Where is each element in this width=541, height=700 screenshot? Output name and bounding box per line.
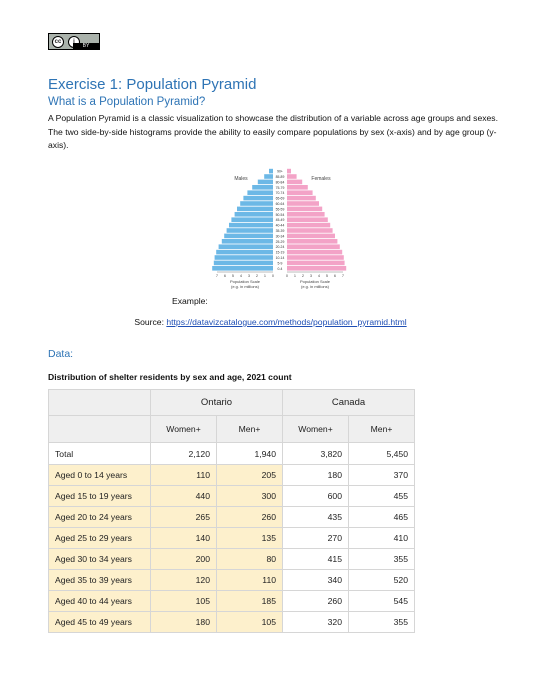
page-title: Exercise 1: Population Pyramid [48, 76, 257, 93]
license-badge [48, 33, 100, 50]
male-bar [227, 228, 273, 233]
table-cell: 410 [349, 528, 415, 549]
male-bar [240, 201, 273, 206]
age-group-label: 25-29 [275, 239, 285, 244]
table-row [49, 507, 415, 528]
table-cell: 455 [349, 486, 415, 507]
table-cell: 1,940 [217, 443, 283, 465]
table-cell: 600 [283, 486, 349, 507]
header-corner [49, 390, 151, 416]
table-cell: 105 [217, 612, 283, 633]
male-bar [231, 217, 273, 222]
male-bar [243, 196, 273, 201]
age-group-label: 65-69 [275, 196, 285, 201]
table-title: Distribution of shelter residents by sex and age, 2021 count [48, 372, 292, 382]
data-heading: Data: [48, 348, 74, 360]
male-bar [252, 185, 273, 190]
table-cell: 415 [283, 549, 349, 570]
age-group-label: 80-84 [275, 180, 285, 185]
table-cell: 120 [151, 570, 217, 591]
female-bar [287, 244, 340, 249]
table-cell: 260 [283, 591, 349, 612]
table-cell: 520 [349, 570, 415, 591]
table-row [49, 465, 415, 486]
column-header: Men+ [217, 416, 283, 443]
section-subtitle: What is a Population Pyramid? [48, 96, 206, 108]
table-row [49, 528, 415, 549]
right-tick-label: 2 [302, 274, 304, 278]
row-label: Total [49, 443, 151, 465]
right-tick-label: 3 [310, 274, 312, 278]
row-label: Aged 25 to 29 years [49, 528, 151, 549]
male-bar [237, 207, 273, 212]
table-cell: 435 [283, 507, 349, 528]
age-group-label: 70-74 [275, 191, 285, 196]
left-axis-title: Population Scale [229, 279, 261, 284]
female-bar [287, 223, 330, 228]
intro-paragraph: A Population Pyramid is a classic visualization to showcase the distribution of a variable across age groups and sexes. The two side-by-side histograms provide the ability to easily compare populations by sex (x-axis) and by age group (y-axis). [48, 113, 498, 150]
population-pyramid-example [200, 153, 360, 298]
female-bar [287, 201, 319, 206]
age-group-label: 85-89 [275, 175, 285, 179]
table-cell: 440 [151, 486, 217, 507]
table-cell: 300 [217, 486, 283, 507]
right-tick-label: 0 [286, 274, 288, 278]
column-header: Women+ [151, 416, 217, 443]
right-tick-label: 5 [326, 274, 328, 278]
age-group-label: 0-4 [277, 266, 283, 271]
age-group-label: 35-39 [275, 229, 285, 233]
male-bar [229, 223, 273, 228]
table-cell: 140 [151, 528, 217, 549]
table-cell: 355 [349, 612, 415, 633]
row-label: Aged 40 to 44 years [49, 591, 151, 612]
female-bar [287, 266, 346, 271]
creative-commons-icon: cc [52, 36, 64, 48]
table-cell: 105 [151, 591, 217, 612]
table-cell: 355 [349, 549, 415, 570]
female-bar [287, 174, 297, 179]
age-group-label: 40-44 [275, 223, 285, 228]
right-tick-label: 1 [294, 274, 296, 278]
female-bar [287, 169, 291, 174]
male-bar [216, 250, 273, 255]
table-cell: 80 [217, 549, 283, 570]
female-bar [287, 212, 325, 217]
female-bar [287, 250, 342, 255]
female-bar [287, 196, 316, 201]
example-label: Example: [172, 296, 208, 306]
table-cell: 200 [151, 549, 217, 570]
left-tick-label: 6 [224, 274, 226, 278]
row-label: Aged 30 to 34 years [49, 549, 151, 570]
male-bar [258, 180, 273, 185]
male-bar [214, 261, 273, 266]
table-cell: 270 [283, 528, 349, 549]
age-group-label: 55-59 [275, 207, 285, 212]
female-bar [287, 261, 345, 266]
age-group-label: 50-54 [275, 212, 285, 217]
right-tick-label: 6 [334, 274, 336, 278]
male-bar [264, 174, 273, 179]
female-bar [287, 255, 344, 260]
row-label: Aged 45 to 49 years [49, 612, 151, 633]
left-tick-label: 4 [240, 274, 242, 278]
table-cell: 545 [349, 591, 415, 612]
left-tick-label: 3 [248, 274, 250, 278]
male-bar [235, 212, 273, 217]
male-bar [224, 234, 273, 239]
female-bar [287, 234, 335, 239]
left-tick-label: 1 [264, 274, 266, 278]
attribution-icon: i [68, 36, 80, 48]
row-label: Aged 35 to 39 years [49, 570, 151, 591]
column-header: Men+ [349, 416, 415, 443]
region-header-ontario: Ontario [151, 390, 283, 416]
row-label: Aged 15 to 19 years [49, 486, 151, 507]
table-cell: 180 [151, 612, 217, 633]
male-bar [247, 190, 273, 195]
age-group-label: 60-64 [275, 202, 285, 206]
table-cell: 320 [283, 612, 349, 633]
table-cell: 180 [283, 465, 349, 486]
left-tick-label: 0 [272, 274, 274, 278]
right-axis-title: (e.g. in millions) [300, 284, 330, 289]
table-cell: 110 [217, 570, 283, 591]
table-cell: 465 [349, 507, 415, 528]
left-axis-title: (e.g. in millions) [230, 284, 260, 289]
female-bar [287, 239, 337, 244]
age-group-label: 90+ [277, 169, 283, 174]
table-row [49, 486, 415, 507]
table-row [49, 591, 415, 612]
header-corner [49, 416, 151, 443]
table-cell: 110 [151, 465, 217, 486]
age-group-label: 5-9 [277, 261, 283, 266]
male-bar [222, 239, 273, 244]
source-label: Source: [134, 317, 164, 327]
shelter-residents-table [48, 389, 415, 633]
age-group-label: 15-19 [275, 250, 285, 255]
right-tick-label: 4 [318, 274, 320, 278]
left-tick-label: 7 [216, 274, 218, 278]
table-cell: 5,450 [349, 443, 415, 465]
license-by-label: BY [73, 43, 99, 49]
table-cell: 205 [217, 465, 283, 486]
male-bar [219, 244, 273, 249]
table-row [49, 549, 415, 570]
female-bar [287, 180, 302, 185]
table-row [49, 443, 415, 465]
table-row [49, 570, 415, 591]
table-cell: 185 [217, 591, 283, 612]
male-bar [215, 255, 273, 260]
left-tick-label: 5 [232, 274, 234, 278]
source-link[interactable]: https://datavizcatalogue.com/methods/population_pyramid.html [166, 317, 407, 327]
table-cell: 370 [349, 465, 415, 486]
region-header-canada: Canada [283, 390, 415, 416]
table-cell: 2,120 [151, 443, 217, 465]
table-cell: 3,820 [283, 443, 349, 465]
column-header: Women+ [283, 416, 349, 443]
sex-header-row [49, 416, 415, 443]
female-bar [287, 207, 322, 212]
age-group-label: 10-14 [275, 256, 285, 260]
right-axis-title: Population Scale [299, 279, 331, 284]
region-header-row [49, 390, 415, 416]
males-label: Males [234, 176, 248, 182]
row-label: Aged 20 to 24 years [49, 507, 151, 528]
female-bar [287, 185, 308, 190]
age-group-label: 30-34 [275, 234, 285, 239]
female-bar [287, 217, 328, 222]
left-tick-label: 2 [256, 274, 258, 278]
table-cell: 260 [217, 507, 283, 528]
age-group-label: 75-79 [275, 185, 285, 190]
females-label: Females [311, 176, 331, 182]
table-cell: 135 [217, 528, 283, 549]
male-bar [269, 169, 273, 174]
table-row [49, 612, 415, 633]
age-group-label: 45-49 [275, 218, 285, 223]
female-bar [287, 190, 313, 195]
age-group-label: 20-24 [275, 245, 285, 250]
table-cell: 340 [283, 570, 349, 591]
female-bar [287, 228, 333, 233]
table-cell: 265 [151, 507, 217, 528]
source-line [0, 317, 541, 327]
row-label: Aged 0 to 14 years [49, 465, 151, 486]
right-tick-label: 7 [342, 274, 344, 278]
male-bar [212, 266, 273, 271]
